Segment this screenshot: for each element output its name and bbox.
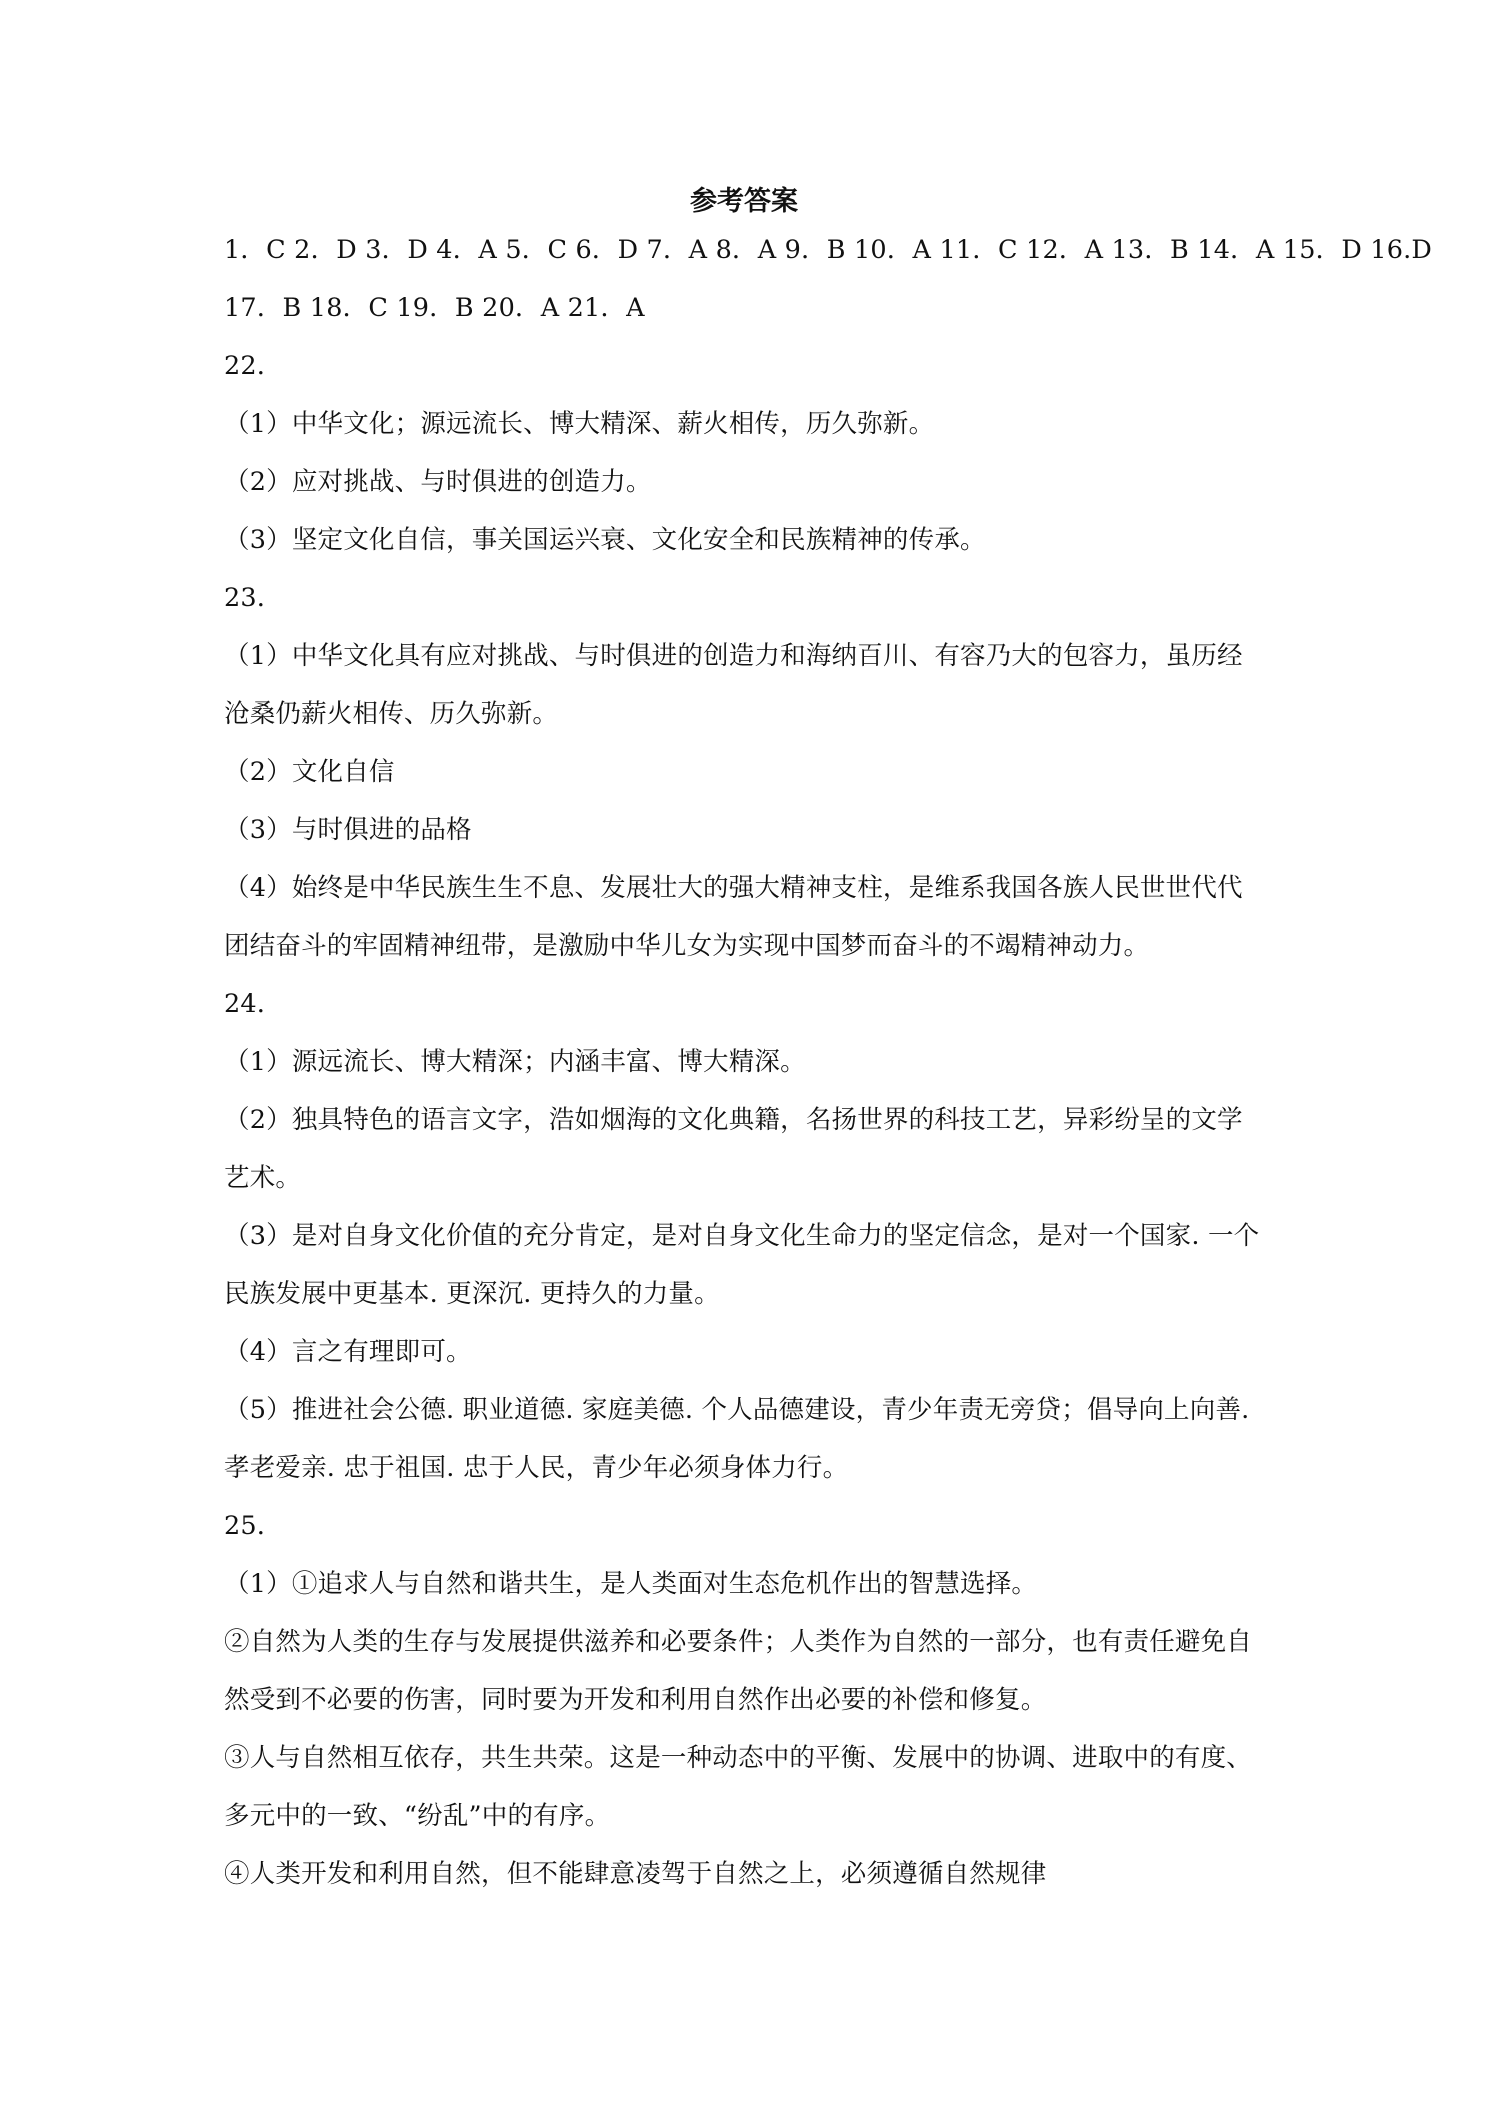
question-number: 23． — [224, 583, 283, 613]
answer-line: （3）坚定文化自信，事关国运兴衰、文化安全和民族精神的传承。 — [224, 525, 986, 555]
question-number: 24． — [224, 989, 283, 1019]
answer-line: 孝老爱亲. 忠于祖国. 忠于人民，青少年必须身体力行。 — [224, 1453, 849, 1483]
answer-line: 沧桑仍薪火相传、历久弥新。 — [224, 699, 559, 729]
answer-line: 团结奋斗的牢固精神纽带，是激励中华儿女为实现中国梦而奋斗的不竭精神动力。 — [224, 931, 1150, 961]
answer-line: （4）言之有理即可。 — [224, 1337, 472, 1367]
answer-line: （2）文化自信 — [224, 757, 395, 787]
answer-line: ④人类开发和利用自然，但不能肆意凌驾于自然之上，必须遵循自然规律 — [224, 1859, 1047, 1889]
answer-line: （3）与时俱进的品格 — [224, 815, 472, 845]
answer-line: （4）始终是中华民族生生不息、发展壮大的强大精神支柱，是维系我国各族人民世世代代 — [224, 873, 1243, 903]
answer-line: （1）中华文化；源远流长、博大精深、薪火相传，历久弥新。 — [224, 409, 935, 439]
question-number: 25． — [224, 1511, 283, 1541]
page-title: 参考答案 — [690, 186, 798, 217]
answer-line: （3）是对自身文化价值的充分肯定，是对自身文化生命力的坚定信念，是对一个国家. 一个 — [224, 1221, 1260, 1251]
answer-line: 艺术。 — [224, 1163, 302, 1193]
answer-line: 民族发展中更基本. 更深沉. 更持久的力量。 — [224, 1279, 720, 1309]
answer-line: ③人与自然相互依存，共生共荣。这是一种动态中的平衡、发展中的协调、进取中的有度、 — [224, 1743, 1253, 1773]
answer-line: （2）应对挑战、与时俱进的创造力。 — [224, 467, 652, 497]
answer-line: 17．B 18．C 19．B 20．A 21．A — [224, 293, 645, 323]
answer-line: ②自然为人类的生存与发展提供滋养和必要条件；人类作为自然的一部分，也有责任避免自 — [224, 1627, 1253, 1657]
answer-line: （2）独具特色的语言文字，浩如烟海的文化典籍，名扬世界的科技工艺，异彩纷呈的文学 — [224, 1105, 1243, 1135]
answer-line: （5）推进社会公德. 职业道德. 家庭美德. 个人品德建设，青少年责无旁贷；倡导向上向善. — [224, 1395, 1250, 1425]
answer-line: （1）源远流长、博大精深；内涵丰富、博大精深。 — [224, 1047, 806, 1077]
answer-line: 多元中的一致、“纷乱”中的有序。 — [224, 1801, 611, 1831]
question-number: 22． — [224, 351, 283, 381]
answer-line: （1）中华文化具有应对挑战、与时俱进的创造力和海纳百川、有容乃大的包容力，虽历经 — [224, 641, 1243, 671]
answer-line: 然受到不必要的伤害，同时要为开发和利用自然作出必要的补偿和修复。 — [224, 1685, 1047, 1715]
answer-line: （1）①追求人与自然和谐共生，是人类面对生态危机作出的智慧选择。 — [224, 1569, 1038, 1599]
answer-line: 1．C 2．D 3．D 4．A 5．C 6．D 7．A 8．A 9．B 10．A 11．C 12．A 13．B 14．A 15．D 16.D — [224, 235, 1433, 265]
